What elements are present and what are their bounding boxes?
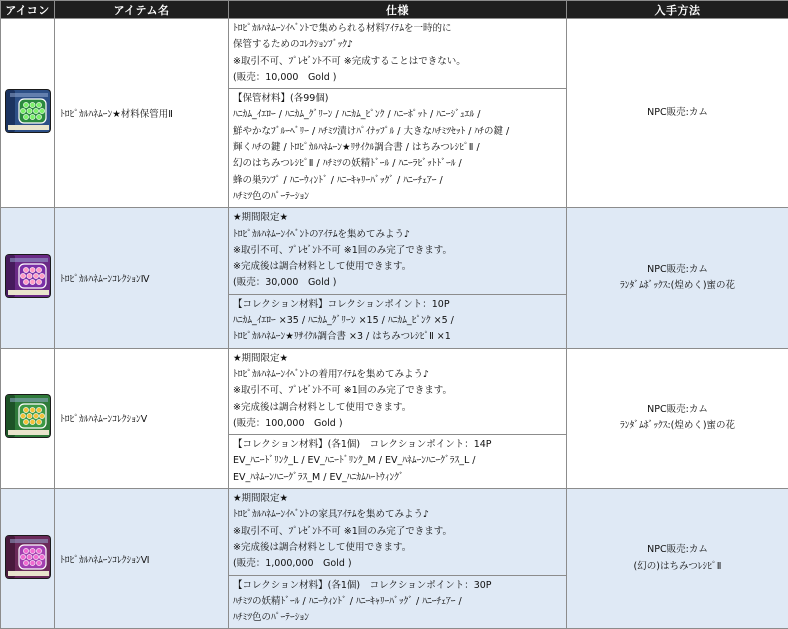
item-icon-cell [1, 208, 55, 348]
item-spec-materials [229, 294, 567, 348]
spec-line: EV_ﾊﾈﾑｰﾝﾊﾆｰｸﾞﾗｽ_M / EV_ﾊﾆｶﾑﾊｰﾄｳｨﾝｸﾞ [233, 470, 562, 486]
spec-line: ※取引不可、ﾌﾟﾚｾﾞﾝﾄ不可 ※1回のみ完了できます。 [233, 524, 562, 540]
header-icon: アイコン [1, 1, 55, 19]
item-name: ﾄﾛﾋﾟｶﾙﾊﾈﾑｰﾝ★材料保管用Ⅱ [55, 19, 229, 208]
item-row [1, 489, 788, 575]
spec-line: 【コレクション材料】(各1個) コレクションポイント：14P [233, 437, 562, 453]
item-row [1, 208, 788, 294]
spec-line: (販売：10,000 Gold ) [233, 70, 562, 86]
material-storage-book-icon [2, 85, 54, 137]
acquire-line: ﾗﾝﾀﾞﾑﾎﾞｯｸｽ:(煌めく)蜜の花 [567, 278, 788, 294]
spec-line: ★期間限定★ [233, 351, 562, 367]
collection-book-pink-icon [2, 250, 54, 302]
spec-line: ﾊﾆｶﾑ_ｲｴﾛｰ / ﾊﾆｶﾑ_ｸﾞﾘｰﾝ / ﾊﾆｶﾑ_ﾋﾟﾝｸ / ﾊﾆｰﾎﾟｯﾄ / ﾊﾆｰｼﾞｭｴﾙ / [233, 107, 562, 123]
acquire-line: NPC販売:カム [567, 105, 788, 121]
spec-line: ﾄﾛﾋﾟｶﾙﾊﾈﾑｰﾝｲﾍﾞﾝﾄの着用ｱｲﾃﾑを集めてみよう♪ [233, 367, 562, 383]
acquire-line: ﾗﾝﾀﾞﾑﾎﾞｯｸｽ:(煌めく)蜜の花 [567, 418, 788, 434]
item-row [1, 19, 788, 89]
header-item-name: アイテム名 [55, 1, 229, 19]
item-spec-materials [229, 435, 567, 489]
spec-line: (販売：30,000 Gold ) [233, 275, 562, 291]
spec-line: 鮮やかなﾌﾞﾙｰﾍﾞﾘｰ / ﾊﾁﾐﾂ漬けﾊﾟｲﾅｯﾌﾟﾙ / 大きなﾊﾁﾐﾂｾｯﾄ / ﾊﾁの鍵 / [233, 124, 562, 140]
spec-line: ﾊﾁﾐﾂ色のﾊﾟｰﾃｰｼｮﾝ [233, 610, 562, 626]
acquire-line: NPC販売:カム [567, 262, 788, 278]
spec-line: 蜂の巣ﾗﾝﾌﾟ / ﾊﾆｰｳｨﾝﾄﾞ / ﾊﾆｰｷｬﾘｰﾊﾞｯｸﾞ / ﾊﾆｰﾁｪｱｰ / [233, 173, 562, 189]
spec-line: 輝くﾊﾁの鍵 / ﾄﾛﾋﾟｶﾙﾊﾈﾑｰﾝ★ﾘｻｲｸﾙ調合書 / はちみつﾚｼﾋﾟⅡ / [233, 140, 562, 156]
item-acquire [567, 489, 788, 629]
item-icon-cell [1, 19, 55, 208]
spec-line: 幻のはちみつﾚｼﾋﾟⅡ / ﾊﾁﾐﾂの妖精ﾄﾞｰﾙ / ﾊﾆｰﾗﾋﾞｯﾄﾄﾞｰﾙ / [233, 156, 562, 172]
collection-book-heart-icon [2, 390, 54, 442]
header-row [1, 1, 788, 19]
item-acquire [567, 19, 788, 208]
spec-line: 【保管材料】(各99個) [233, 91, 562, 107]
spec-line: ﾊﾆｶﾑ_ｲｴﾛｰ ×35 / ﾊﾆｶﾑ_ｸﾞﾘｰﾝ ×15 / ﾊﾆｶﾑ_ﾋﾟﾝｸ ×5 / [233, 313, 562, 329]
item-acquire [567, 348, 788, 488]
spec-line: ★期間限定★ [233, 491, 562, 507]
item-spec-materials [229, 575, 567, 629]
item-acquire [567, 208, 788, 348]
spec-line: ﾄﾛﾋﾟｶﾙﾊﾈﾑｰﾝｲﾍﾞﾝﾄで集められる材料ｱｲﾃﾑを一時的に [233, 21, 562, 37]
item-icon-cell [1, 348, 55, 488]
item-spec-description [229, 208, 567, 294]
spec-line: ※完成後は調合材料として使用できます。 [233, 540, 562, 556]
item-spec-description [229, 19, 567, 89]
spec-line: ★期間限定★ [233, 210, 562, 226]
acquire-line: (幻の)はちみつﾚｼﾋﾟⅡ [567, 559, 788, 575]
spec-line: 【コレクション材料】コレクションポイント：10P [233, 297, 562, 313]
spec-line: ﾄﾛﾋﾟｶﾙﾊﾈﾑｰﾝｲﾍﾞﾝﾄのｱｲﾃﾑを集めてみよう♪ [233, 227, 562, 243]
spec-line: ﾊﾁﾐﾂ色のﾊﾟｰﾃｰｼｮﾝ [233, 189, 562, 205]
item-row [1, 348, 788, 434]
spec-line: (販売：100,000 Gold ) [233, 416, 562, 432]
header-spec: 仕様 [229, 1, 567, 19]
spec-line: ﾊﾁﾐﾂの妖精ﾄﾞｰﾙ / ﾊﾆｰｳｨﾝﾄﾞ / ﾊﾆｰｷｬﾘｰﾊﾞｯｸﾞ / ﾊﾆｰﾁｪｱｰ / [233, 594, 562, 610]
spec-line: ※完成後は調合材料として使用できます。 [233, 400, 562, 416]
spec-line: 保管するためのｺﾚｸｼｮﾝﾌﾞｯｸ♪ [233, 37, 562, 53]
item-spec-materials [229, 89, 567, 208]
spec-line: EV_ﾊﾆｰﾄﾞﾘﾝｸ_L / EV_ﾊﾆｰﾄﾞﾘﾝｸ_M / EV_ﾊﾈﾑｰﾝﾊﾆｰｸﾞﾗｽ_L / [233, 453, 562, 469]
item-spec-description [229, 489, 567, 575]
spec-line: (販売：1,000,000 Gold ) [233, 556, 562, 572]
spec-line: ※取引不可、ﾌﾟﾚｾﾞﾝﾄ不可 ※1回のみ完了できます。 [233, 243, 562, 259]
spec-line: ※取引不可、ﾌﾟﾚｾﾞﾝﾄ不可 ※完成することはできない。 [233, 54, 562, 70]
item-name: ﾄﾛﾋﾟｶﾙﾊﾈﾑｰﾝｺﾚｸｼｮﾝⅤ [55, 348, 229, 488]
acquire-line: NPC販売:カム [567, 402, 788, 418]
spec-line: 【コレクション材料】(各1個) コレクションポイント：30P [233, 578, 562, 594]
collection-book-face-icon [2, 531, 54, 583]
item-spec-description [229, 348, 567, 434]
item-name: ﾄﾛﾋﾟｶﾙﾊﾈﾑｰﾝｺﾚｸｼｮﾝⅣ [55, 208, 229, 348]
acquire-line: NPC販売:カム [567, 542, 788, 558]
spec-line: ※完成後は調合材料として使用できます。 [233, 259, 562, 275]
spec-line: ※取引不可、ﾌﾟﾚｾﾞﾝﾄ不可 ※1回のみ完了できます。 [233, 383, 562, 399]
spec-line: ﾄﾛﾋﾟｶﾙﾊﾈﾑｰﾝ★ﾘｻｲｸﾙ調合書 ×3 / はちみつﾚｼﾋﾟⅡ ×1 [233, 329, 562, 345]
header-acquire: 入手方法 [567, 1, 788, 19]
spec-line: ﾄﾛﾋﾟｶﾙﾊﾈﾑｰﾝｲﾍﾞﾝﾄの家具ｱｲﾃﾑを集めてみよう♪ [233, 507, 562, 523]
item-name: ﾄﾛﾋﾟｶﾙﾊﾈﾑｰﾝｺﾚｸｼｮﾝⅥ [55, 489, 229, 629]
item-icon-cell [1, 489, 55, 629]
